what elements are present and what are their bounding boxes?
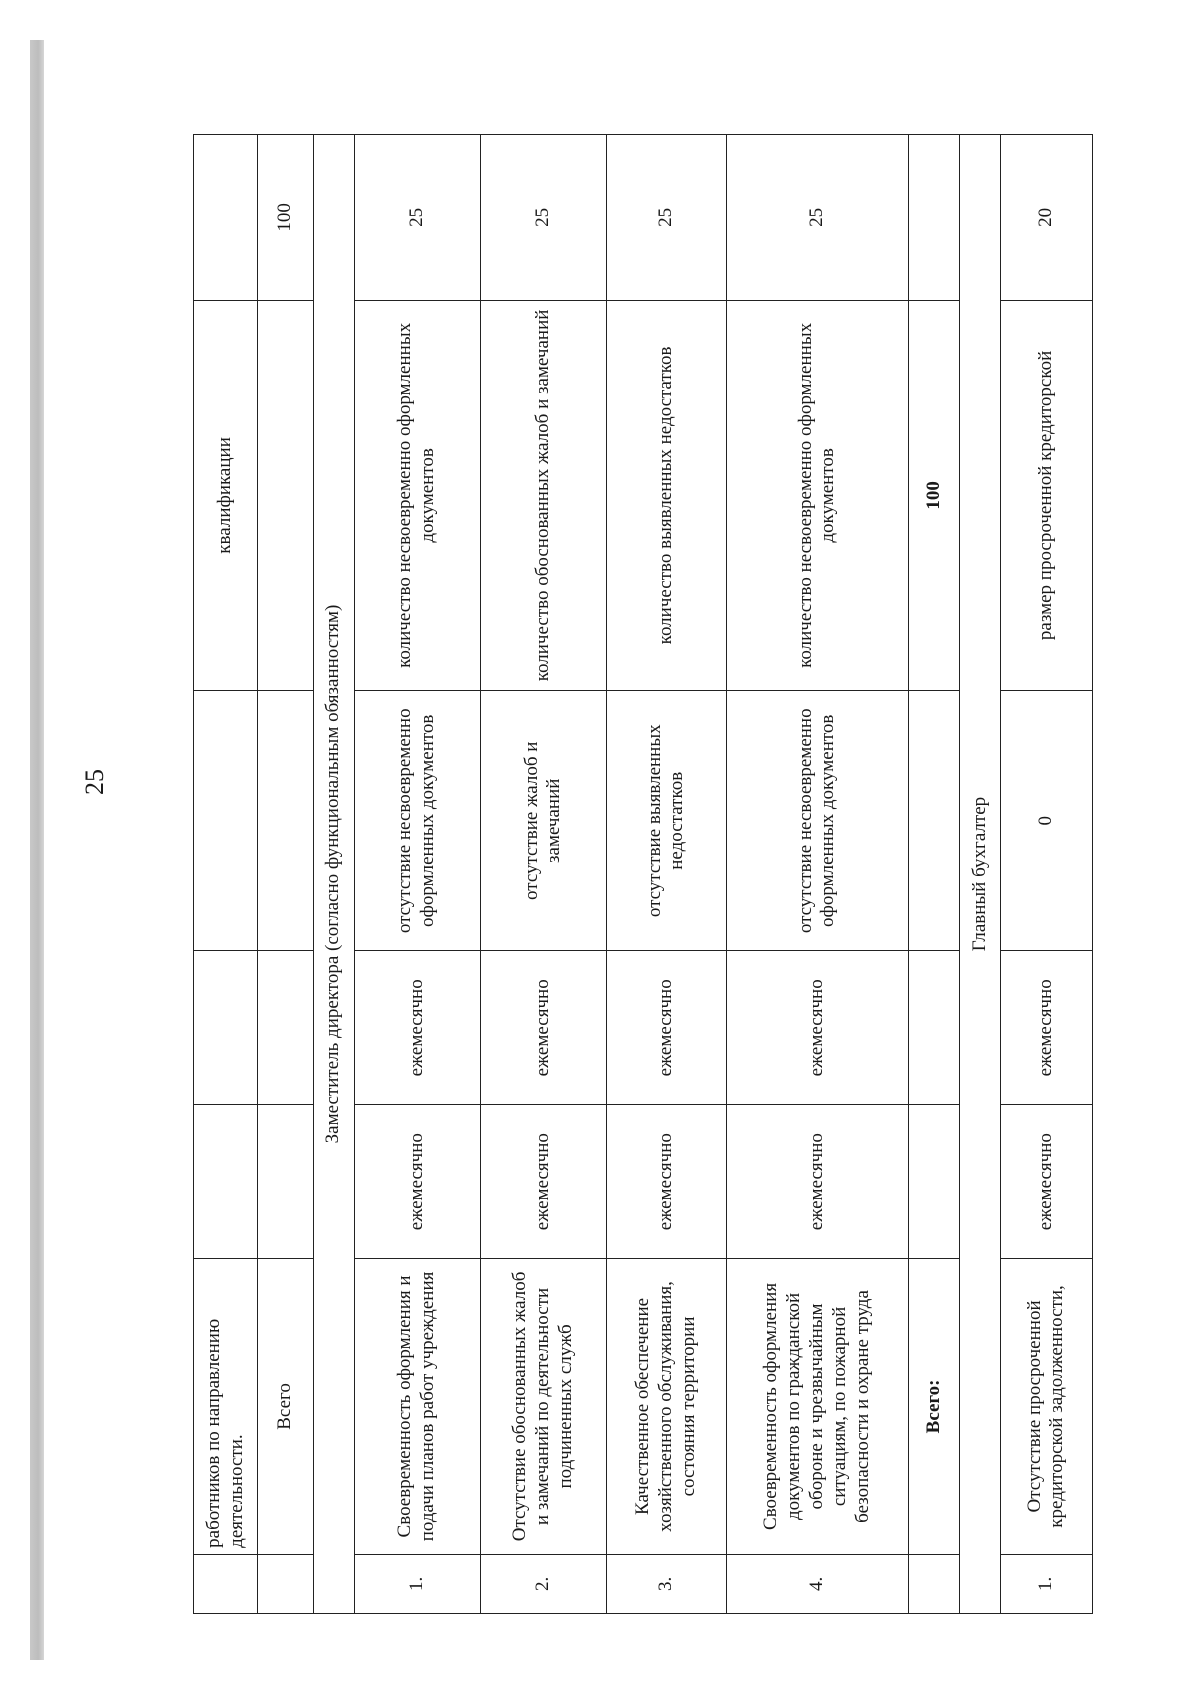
criterion: Отсутствие просроченной кредиторской задолженности, [1000,1259,1092,1555]
section-header-row [313,135,354,1614]
page-number: 25 [80,769,109,795]
table-row [726,135,908,1614]
cell-num [258,1554,314,1613]
total-points: 100 [258,135,314,301]
cell-target [194,691,258,951]
total-label: Всего: [908,1259,959,1555]
cell-period2 [194,951,258,1105]
section-header-row [960,135,1001,1614]
period: ежемесячно [607,951,727,1105]
target-value: отсутствие несвоевременно оформленных документов [726,691,908,951]
points: 25 [354,135,480,301]
indicator: количество несвоевременно оформленных документов [354,300,480,690]
criterion: Отсутствие обоснованных жалоб и замечаний по деятельности подчиненных служб [480,1259,606,1555]
cell-points [908,135,959,301]
row-number: 3. [607,1554,727,1613]
table-row [194,135,258,1614]
period: ежемесячно [726,1105,908,1259]
criterion: Своевременность оформления документов по гражданской обороне и чрезвычайным ситуациям, по пожарной безопасности и охране труда [726,1259,908,1555]
cell-num [194,1554,258,1613]
indicator: количество выявленных недостатков [607,300,727,690]
table-row [1000,135,1092,1614]
criterion: Качественное обеспечение хозяйственного обслуживания, состояния территории [607,1259,727,1555]
total-points: 100 [908,300,959,690]
cell-criterion: работников по направлению деятельности. [194,1259,258,1555]
criteria-table [193,134,1093,1614]
period: ежемесячно [480,951,606,1105]
target-value: отсутствие жалоб и замечаний [480,691,606,951]
cell-indicator: квалификации [194,300,258,690]
table-row [354,135,480,1614]
indicator: количество несвоевременно оформленных документов [726,300,908,690]
indicator: размер просроченной кредиторской [1000,300,1092,690]
period: ежемесячно [354,951,480,1105]
period: ежемесячно [1000,1105,1092,1259]
criterion: Своевременность оформления и подачи планов работ учреждения [354,1259,480,1555]
period: ежемесячно [354,1105,480,1259]
table-row [480,135,606,1614]
period: ежемесячно [480,1105,606,1259]
table-row-total [258,135,314,1614]
cell-period2 [258,951,314,1105]
target-value: 0 [1000,691,1092,951]
period: ежемесячно [1000,951,1092,1105]
table-row-total [908,135,959,1614]
target-value: отсутствие выявленных недостатков [607,691,727,951]
row-number: 4. [726,1554,908,1613]
cell-indicator [258,300,314,690]
total-label: Всего [258,1259,314,1555]
row-number: 1. [1000,1554,1092,1613]
row-number: 1. [354,1554,480,1613]
section-title-accountant: Главный бухгалтер [960,135,1001,1614]
target-value: отсутствие несвоевременно оформленных документов [354,691,480,951]
cell-period1 [258,1105,314,1259]
cell-points [194,135,258,301]
cell-target [258,691,314,951]
points: 25 [480,135,606,301]
section-title-deputy: Заместитель директора (согласно функциональным обязанностям) [313,135,354,1614]
scan-edge [30,40,44,1660]
points: 25 [726,135,908,301]
cell-target [908,691,959,951]
period: ежемесячно [726,951,908,1105]
points: 25 [607,135,727,301]
criteria-table-wrapper [193,134,1093,1614]
cell-period1 [908,1105,959,1259]
table-row [607,135,727,1614]
cell-num [908,1554,959,1613]
cell-period2 [908,951,959,1105]
cell-period1 [194,1105,258,1259]
period: ежемесячно [607,1105,727,1259]
points: 20 [1000,135,1092,301]
indicator: количество обоснованных жалоб и замечаний [480,300,606,690]
row-number: 2. [480,1554,606,1613]
